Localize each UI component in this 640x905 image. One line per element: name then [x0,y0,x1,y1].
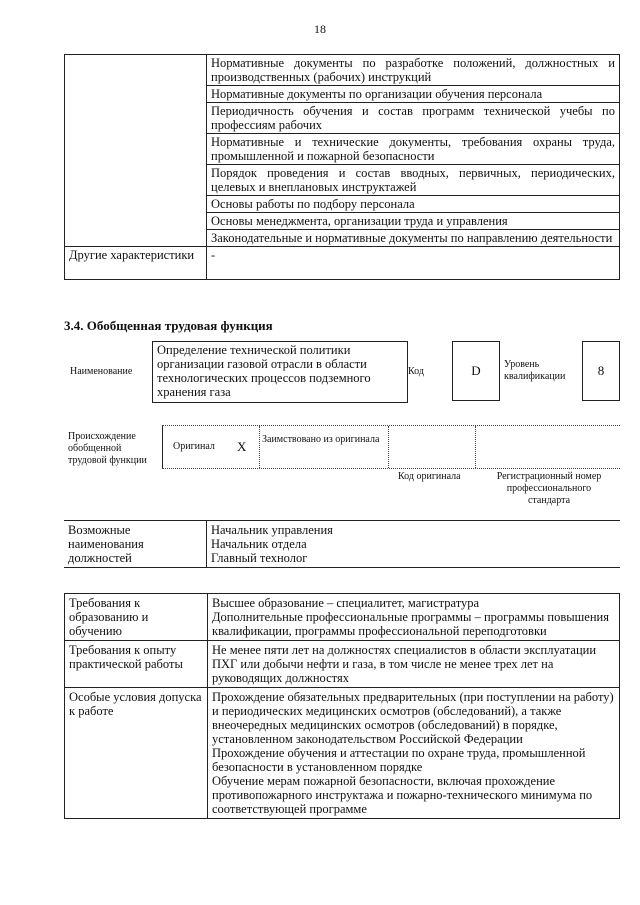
position-item: Главный технолог [211,551,308,565]
other-characteristics-value: - [207,247,620,280]
education-label: Требования к образованию и обучению [65,594,208,641]
section-heading: 3.4. Обобщенная трудовая функция [64,318,273,333]
knowledge-table [64,54,620,280]
borrowed-label: Заимствовано из оригинала [262,434,380,445]
knowledge-row: Нормативные документы по разработке положений, должностных и производственных (рабочих) инструкций [207,55,620,86]
code-label: Код [408,366,424,377]
admission-label: Особые условия допуска к работе [65,688,208,819]
knowledge-row: Основы работы по подбору персонала [207,196,620,213]
code-value: D [452,341,500,401]
requirement-line: Обучение мерам пожарной безопасности, включая прохождение противопожарного инструктажа и пожарно-технического минимума по соответствующей программе [212,774,593,816]
origin-row [162,425,620,469]
requirement-line: Высшее образование – специалитет, магистратура [212,596,480,610]
position-item: Начальник управления [211,523,333,537]
original-mark: X [237,439,247,454]
page-number: 18 [314,22,326,36]
requirements-table [64,593,620,819]
original-label: Оригинал [173,441,215,452]
other-characteristics-label: Другие характеристики [65,247,207,280]
positions-values [207,521,621,568]
knowledge-row: Нормативные документы по организации обучения персонала [207,86,620,103]
origin-label: Происхождение обобщенной трудовой функции [68,431,147,466]
knowledge-row: Нормативные и технические документы, требования охраны труда, промышленной и пожарной безопасности [207,134,620,165]
name-label: Наименование [70,366,133,377]
level-value: 8 [582,341,620,401]
code-original-cell [388,426,476,468]
original-cell [162,426,260,468]
knowledge-row: Порядок проведения и состав вводных, первичных, периодических, целевых и внеплановых инструктажей [207,165,620,196]
positions-label: Возможные наименования должностей [64,521,207,568]
knowledge-row: Основы менеджмента, организации труда и управления [207,213,620,230]
reg-number-caption: Регистрационный номер профессионального стандарта [496,471,602,506]
code-original-caption: Код оригинала [398,471,461,482]
requirement-line: Прохождение обучения и аттестации по охране труда, промышленной безопасности в установленном порядке [212,746,586,774]
positions-table [64,520,620,568]
requirement-line: Не менее пяти лет на должностях специалистов в области эксплуатации ПХГ или добычи нефти и газа, в том числе не менее трех лет на руководящих должностях [212,643,597,685]
name-value: Определение технической политики организации газовой отрасли в области технологических процессов подземного хранения газа [152,341,408,403]
knowledge-row: Периодичность обучения и состав программ технической учебы по профессиям рабочих [207,103,620,134]
empty-label-cell [65,55,207,247]
knowledge-row: Законодательные и нормативные документы по направлению деятельности [207,230,620,247]
experience-label: Требования к опыту практической работы [65,641,208,688]
requirement-line: Дополнительные профессиональные программы – программы повышения квалификации, программы профессиональной переподготовки [212,610,609,638]
requirement-line: Прохождение обязательных предварительных (при поступлении на работу) и периодических медицинских осмотров (обследований), а также внеочередных медицинских осмотров (обследований) в порядке, установленном законодательством Российской Федерации [212,690,614,746]
level-label: Уровень квалификации [504,359,566,382]
education-values [208,594,620,641]
position-item: Начальник отдела [211,537,307,551]
admission-values [208,688,620,819]
experience-values [208,641,620,688]
